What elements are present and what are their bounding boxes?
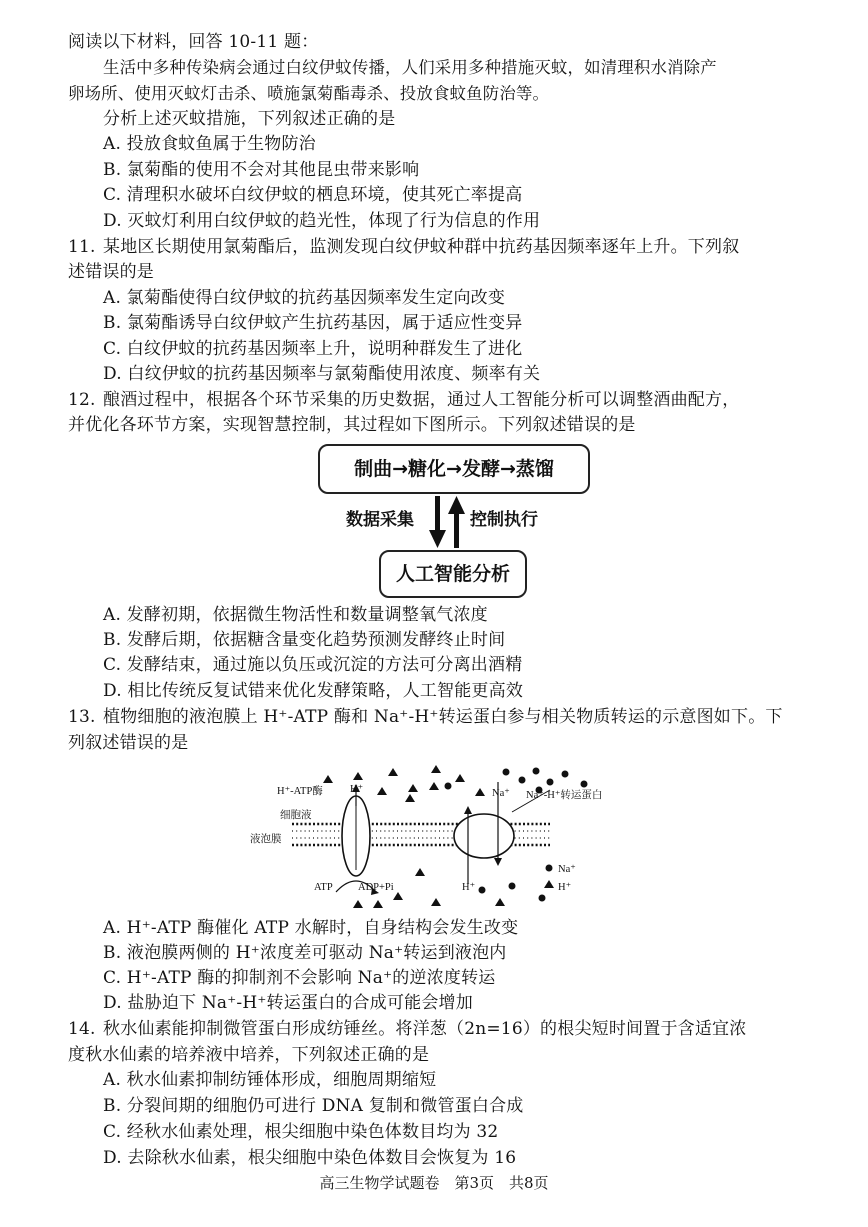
q14-number: 14. xyxy=(68,1019,96,1039)
h-atpase-protein xyxy=(336,784,379,895)
q11-stem-line-2: 述错误的是 xyxy=(68,262,154,282)
q11-option-a: A. 氯菊酯使得白纹伊蚊的抗药基因频率发生定向改变 xyxy=(103,288,506,308)
q12-option-b: B. 发酵后期，依据糖含量变化趋势预测发酵终止时间 xyxy=(103,630,506,650)
q12-stem-line-1: 酿酒过程中，根据各个环节采集的历史数据，通过人工智能分析可以调整酒曲配方， xyxy=(103,390,740,410)
ai-analysis-box: 人工智能分析 xyxy=(379,550,527,598)
vacuole-membrane-label: 液泡膜 xyxy=(250,834,282,845)
q11-number: 11. xyxy=(68,237,96,257)
atp-label: ATP xyxy=(314,882,333,893)
vacuole-membrane-diagram xyxy=(250,762,630,912)
q12-stem-line-2: 并优化各环节方案，实现智慧控制，其过程如下图所示。下列叙述错误的是 xyxy=(68,415,636,435)
legend-h-label: H⁺ xyxy=(558,882,572,893)
h-ion-bottom-label: H⁺ xyxy=(462,882,476,893)
down-arrow xyxy=(429,496,446,548)
na-h-antiporter-label: Na⁺-H⁺转运蛋白 xyxy=(526,790,603,801)
legend-na-label: Na⁺ xyxy=(558,864,576,875)
q14-stem-line-1: 秋水仙素能抑制微管蛋白形成纺锤丝。将洋葱（2n=16）的根尖短时间置于含适宜浓 xyxy=(103,1019,747,1039)
passage-line-1: 生活中多种传染病会通过白纹伊蚊传播，人们采用多种措施灭蚊，如清理积水消除产 xyxy=(103,58,717,77)
q14-option-b: B. 分裂间期的细胞仍可进行 DNA 复制和微管蛋白合成 xyxy=(103,1096,524,1116)
q13-stem-line-2: 列叙述错误的是 xyxy=(68,733,189,753)
q12-option-c: C. 发酵结束，通过施以负压或沉淀的方法可分离出酒精 xyxy=(103,655,523,675)
q12-option-d: D. 相比传统反复试错来优化发酵策略，人工智能更高效 xyxy=(103,681,524,701)
q11-stem-line-1: 某地区长期使用氯菊酯后，监测发现白纹伊蚊种群中抗药基因频率逐年上升。下列叙 xyxy=(103,237,740,257)
q14-stem-line-2: 度秋水仙素的培养液中培养，下列叙述正确的是 xyxy=(68,1045,430,1065)
figure-legend xyxy=(544,865,554,889)
q13-option-c: C. H⁺-ATP 酶的抑制剂不会影响 Na⁺的逆浓度转运 xyxy=(103,968,496,988)
q14-option-d: D. 去除秋水仙素，根尖细胞中染色体数目会恢复为 16 xyxy=(103,1148,517,1168)
data-collection-label: 数据采集 xyxy=(346,510,414,530)
q13-option-b: B. 液泡膜两侧的 H⁺浓度差可驱动 Na⁺转运到液泡内 xyxy=(103,943,507,963)
q13-option-d: D. 盐胁迫下 Na⁺-H⁺转运蛋白的合成可能会增加 xyxy=(103,993,473,1013)
q12-option-a: A. 发酵初期，依据微生物活性和数量调整氧气浓度 xyxy=(103,605,488,625)
cytosol-label: 细胞液 xyxy=(280,810,312,821)
control-execution-label: 控制执行 xyxy=(470,510,538,530)
bidirectional-arrows xyxy=(426,494,470,550)
q10-option-c: C. 清理积水破坏白纹伊蚊的栖息环境，使其死亡率提高 xyxy=(103,185,523,205)
adp-pi-label: ADP+Pi xyxy=(358,882,394,893)
h-ion-top-label: H⁺ xyxy=(350,784,364,795)
q13-stem-line-1: 植物细胞的液泡膜上 H⁺-ATP 酶和 Na⁺-H⁺转运蛋白参与相关物质转运的示意图如下。下 xyxy=(103,707,783,727)
na-ion-top-label: Na⁺ xyxy=(492,788,510,799)
up-arrow xyxy=(448,496,465,548)
passage-line-2: 卵场所、使用灭蚊灯击杀、喷施氯菊酯毒杀、投放食蚊鱼防治等。 xyxy=(68,84,550,103)
q10-option-d: D. 灭蚊灯利用白纹伊蚊的趋光性，体现了行为信息的作用 xyxy=(103,211,541,231)
q13-option-a: A. H⁺-ATP 酶催化 ATP 水解时，自身结构会发生改变 xyxy=(103,918,519,938)
q10-stem: 分析上述灭蚊措施，下列叙述正确的是 xyxy=(103,109,396,129)
q11-option-d: D. 白纹伊蚊的抗药基因频率与氯菊酯使用浓度、频率有关 xyxy=(103,364,541,384)
h-atpase-label: H⁺-ATP酶 xyxy=(277,786,323,797)
q14-option-c: C. 经秋水仙素处理，根尖细胞中染色体数目均为 32 xyxy=(103,1122,499,1142)
passage-heading: 阅读以下材料，回答 10-11 题： xyxy=(68,32,319,52)
page-footer: 高三生物学试题卷 第3页 共8页 xyxy=(319,1174,549,1192)
q12-number: 12. xyxy=(68,390,96,410)
q10-option-a: A. 投放食蚊鱼属于生物防治 xyxy=(103,134,316,154)
q14-option-a: A. 秋水仙素抑制纺锤体形成，细胞周期缩短 xyxy=(103,1070,437,1090)
process-steps-box: 制曲→糖化→发酵→蒸馏 xyxy=(318,444,590,494)
q13-number: 13. xyxy=(68,707,96,727)
q11-option-b: B. 氯菊酯诱导白纹伊蚊产生抗药基因，属于适应性变异 xyxy=(103,313,523,333)
q10-option-b: B. 氯菊酯的使用不会对其他昆虫带来影响 xyxy=(103,160,420,180)
q11-option-c: C. 白纹伊蚊的抗药基因频率上升，说明种群发生了进化 xyxy=(103,339,523,359)
